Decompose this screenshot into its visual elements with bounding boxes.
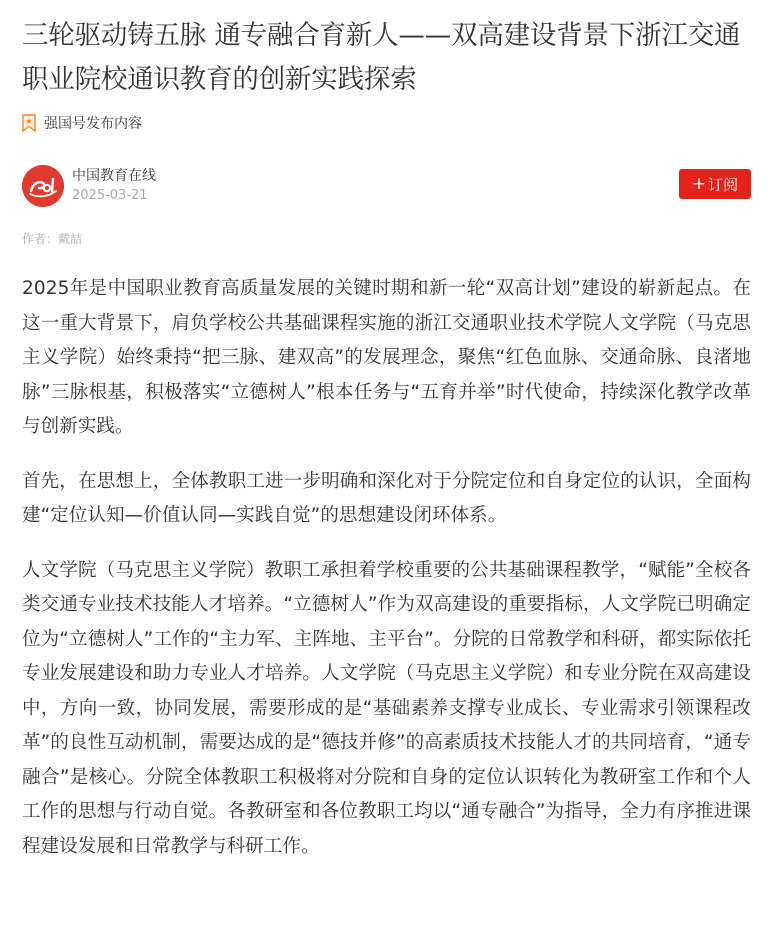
avatar[interactable]	[22, 165, 64, 207]
publisher-name[interactable]: 中国教育在线	[72, 168, 156, 184]
bookmark-ribbon-icon	[22, 114, 36, 132]
publisher-meta	[72, 166, 156, 206]
subscribe-button[interactable]	[679, 169, 751, 199]
article-title: 三轮驱动铸五脉 通专融合育新人——双高建设背景下浙江交通职业院校通识教育的创新实践探索	[22, 20, 741, 95]
author-byline: 作者：戴喆	[22, 232, 83, 246]
publish-date: 2025-03-21	[72, 188, 148, 203]
publisher-row	[22, 164, 751, 208]
plus-icon: +	[691, 173, 707, 194]
article-body	[22, 272, 751, 864]
eol-logo-icon	[22, 165, 64, 207]
paragraph: 人文学院（马克思主义学院）教职工承担着学校重要的公共基础课程教学，“赋能”全校各类交通专业技术技能人才培养。“立德树人”作为双高建设的重要指标，人文学院已明确定位为“立德树人”工作的“主力军、主阵地、主平台”。分院的日常教学和科研，都实际依托专业发展建设和助力专业人才培养。人文学院（马克思主义学院）和专业分院在双高建设中，方向一致，协同发展，需要形成的是“基础素养支撑专业成长、专业需求引领课程改革”的良性互动机制，需要达成的是“德技并修”的高素质技术技能人才的共同培育，“通专融合”是核心。分院全体教职工积极将对分院和自身的定位认识转化为教研室工作和个人工作的思想与行动自觉。各教研室和各位教职工均以“通专融合”为指导，全力有序推进课程建设发展和日常教学与科研工作。	[22, 559, 751, 857]
paragraph: 首先，在思想上，全体教职工进一步明确和深化对于分院定位和自身定位的认识，全面构建“定位认知—价值认同—实践自觉”的思想建设闭环体系。	[22, 470, 751, 526]
subscribe-label: 订阅	[708, 175, 739, 194]
paragraph: 2025年是中国职业教育高质量发展的关键时期和新一轮“双高计划”建设的崭新起点。在这一重大背景下，肩负学校公共基础课程实施的浙江交通职业技术学院人文学院（马克思主义学院）始终秉持“把三脉、建双高”的发展理念，聚焦“红色血脉、交通命脉、良渚地脉”三脉根基，积极落实“立德树人”根本任务与“五育并举”时代使命，持续深化教学改革与创新实践。	[22, 278, 751, 437]
source-tag-label: 强国号发布内容	[44, 116, 142, 132]
source-tag	[22, 112, 751, 134]
